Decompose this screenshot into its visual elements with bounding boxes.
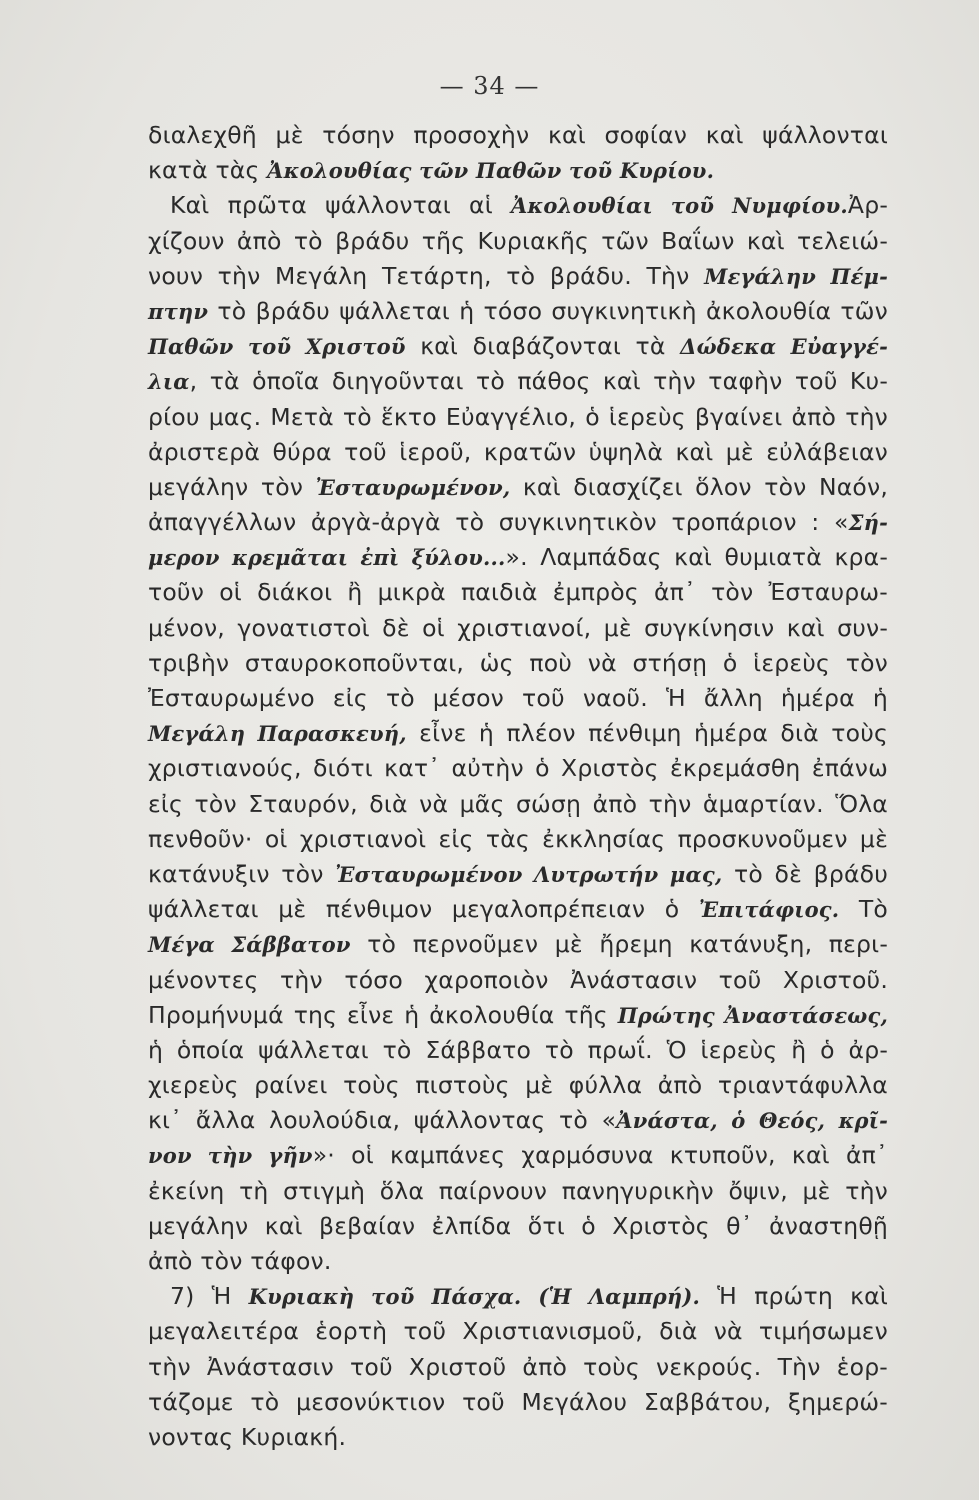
- text-segment: εἶνε ἡ πλέον πένθιμη ἡμέρα διὰ τοὺς: [406, 719, 888, 748]
- text-line: [148, 259, 888, 294]
- text-segment: μένοντες τὴν τόσο χαροποιὸν Ἀνάστασιν τοῦ Χριστοῦ.: [148, 965, 888, 994]
- text-line: [148, 611, 888, 646]
- text-line: [148, 1103, 888, 1138]
- text-segment: χριστιανούς, διότι κατ᾽ αὐτὴν ὁ Χριστὸς ἐκρεμάσθη ἐπάνω: [148, 754, 888, 783]
- text-segment: Προμήνυμά της εἶνε ἡ ἀκολουθία τῆς: [148, 1000, 618, 1029]
- text-segment: νοντας Κυριακή.: [148, 1422, 347, 1451]
- text-segment: πενθοῦν· οἱ χριστιανοὶ εἰς τὰς ἐκκλησίας προσκυνοῦμεν μὲ: [148, 824, 888, 853]
- text-line: [148, 153, 888, 188]
- text-segment: ἀριστερὰ θύρα τοῦ ἱεροῦ, κρατῶν ὑψηλὰ καὶ μὲ εὐλάβειαν: [148, 437, 888, 466]
- text-line: [148, 188, 888, 223]
- text-line: [148, 1244, 888, 1279]
- text-segment: ἀπαγγέλλων ἀργὰ-ἀργὰ τὸ συγκινητικὸν τροπάριον : «: [148, 508, 849, 537]
- text-segment: ἀπὸ τὸν τάφον.: [148, 1247, 332, 1275]
- emphasized-text: πτην: [148, 298, 209, 324]
- text-segment: κατάνυξιν τὸν: [148, 859, 336, 888]
- text-segment: Καὶ πρῶτα ψάλλονται αἱ: [170, 191, 511, 220]
- text-segment: τάζομε τὸ μεσονύκτιον τοῦ Μεγάλου Σαββάτου, ξημερώ-: [148, 1387, 888, 1416]
- text-line: [148, 787, 888, 822]
- emphasized-text: Μεγάλην Πέμ-: [704, 263, 888, 289]
- text-segment: Ἐσταυρωμένο εἰς τὸ μέσον τοῦ ναοῦ. Ἡ ἄλλη ἡμέρα ἡ: [148, 684, 888, 712]
- text-line: [148, 575, 888, 610]
- emphasized-text: Ἀκολουθίαι τοῦ Νυμφίου.: [511, 193, 848, 219]
- text-line: [148, 1033, 888, 1068]
- text-line: [148, 1385, 888, 1420]
- text-line: [148, 224, 888, 259]
- emphasized-text: Ἐπιτάφιος.: [698, 897, 840, 923]
- text-segment: διαλεχθῆ μὲ τόσην προσοχὴν καὶ σοφίαν καὶ ψάλλονται: [148, 121, 888, 149]
- text-segment: »· οἱ καμπάνες χαρμόσυνα κτυποῦν, καὶ ἀπ᾽: [312, 1141, 888, 1170]
- text-segment: μεγαλειτέρα ἑορτὴ τοῦ Χριστιανισμοῦ, διὰ νὰ τιμήσωμεν: [148, 1317, 888, 1346]
- text-segment: χίζουν ἀπὸ τὸ βράδυ τῆς Κυριακῆς τῶν Βαΐων καὶ τελειώ-: [148, 226, 888, 255]
- text-segment: τὸ δὲ βράδυ: [722, 859, 889, 888]
- text-line: [148, 1209, 888, 1244]
- emphasized-text: Ἀκολουθίας τῶν Παθῶν τοῦ Κυρίου.: [267, 158, 715, 184]
- text-segment: 7) Ἡ: [170, 1282, 249, 1311]
- text-line: [148, 1174, 888, 1209]
- text-segment: ». Λαμπάδας καὶ θυμιατὰ κρα-: [505, 543, 888, 572]
- emphasized-text: λια: [148, 369, 190, 395]
- emphasized-text: Ἀνάστα, ὁ Θεός, κρῖ-: [616, 1108, 888, 1134]
- text-line: [148, 1279, 888, 1314]
- text-segment: χιερεὺς ραίνει τοὺς πιστοὺς μὲ φύλλα ἀπὸ τριαντάφυλλα: [148, 1071, 888, 1100]
- text-line: [148, 927, 888, 962]
- text-segment: Τὸ: [839, 895, 888, 924]
- text-segment: τὴν Ἀνάστασιν τοῦ Χριστοῦ ἀπὸ τοὺς νεκρούς. Τὴν ἑορ-: [148, 1352, 888, 1381]
- emphasized-text: Ἐσταυρωμένον,: [315, 474, 511, 500]
- text-line: [148, 998, 888, 1033]
- text-line: [148, 294, 888, 329]
- text-segment: , τὰ ὁποῖα διηγοῦνται τὸ πάθος καὶ τὴν ταφὴν τοῦ Κυ-: [189, 367, 888, 396]
- text-line: [148, 892, 888, 927]
- text-segment: κι᾽ ἄλλα λουλούδια, ψάλλοντας τὸ «: [148, 1106, 617, 1135]
- text-line: [148, 1138, 888, 1173]
- page-number: — 34 —: [439, 72, 540, 100]
- text-line: [148, 822, 888, 857]
- text-segment: μεγάλην καὶ βεβαίαν ἐλπίδα ὅτι ὁ Χριστὸς θ᾽ ἀναστηθῇ: [148, 1211, 888, 1240]
- text-line: [148, 329, 888, 364]
- text-line: [148, 1350, 888, 1385]
- emphasized-text: Δώδεκα Εὐαγγέ-: [680, 334, 888, 360]
- text-line: [148, 646, 888, 681]
- text-segment: ψάλλεται μὲ πένθιμον μεγαλοπρέπειαν ὁ: [148, 895, 699, 924]
- emphasized-text: Ἐσταυρωμένον Λυτρωτήν μας,: [335, 861, 723, 887]
- text-segment: κατὰ τὰς: [148, 156, 268, 185]
- text-line: [148, 118, 888, 153]
- text-segment: μένον, γονατιστοὶ δὲ οἱ χριστιανοί, μὲ συγκίνησιν καὶ συν-: [148, 613, 888, 642]
- text-line: [148, 716, 888, 751]
- text-line: [148, 505, 888, 540]
- emphasized-text: Μέγα Σάββατον: [148, 932, 351, 958]
- text-segment: τὸ βράδυ ψάλλεται ἡ τόσο συγκινητικὴ ἀκολουθία τῶν: [208, 296, 888, 325]
- emphasized-text: Σή-: [848, 510, 888, 536]
- text-line: [148, 1314, 888, 1349]
- emphasized-text: Κυριακὴ τοῦ Πάσχα. (Ἡ Λαμπρή).: [248, 1284, 701, 1310]
- text-segment: ἐκείνη τὴ στιγμὴ ὅλα παίρνουν πανηγυρικὴν ὄψιν, μὲ τὴν: [148, 1176, 888, 1205]
- text-line: [148, 540, 888, 575]
- emphasized-text: νον τὴν γῆν: [148, 1143, 313, 1169]
- text-segment: καὶ διαβάζονται τὰ: [405, 332, 681, 361]
- text-segment: τὸ περνοῦμεν μὲ ἤρεμη κατάνυξη, περι-: [350, 930, 889, 959]
- emphasized-text: Παθῶν τοῦ Χριστοῦ: [148, 334, 406, 360]
- text-segment: νουν τὴν Μεγάλη Τετάρτη, τὸ βράδυ. Τὴν: [148, 261, 705, 290]
- text-line: [148, 963, 888, 998]
- text-line: [148, 1420, 888, 1455]
- text-segment: Ἡ πρώτη καὶ: [700, 1282, 888, 1311]
- text-line: [148, 751, 888, 786]
- text-line: [148, 470, 888, 505]
- text-line: [148, 364, 888, 399]
- emphasized-text: Πρώτης Ἀναστάσεως,: [617, 1002, 888, 1028]
- text-line: [148, 400, 888, 435]
- text-segment: μεγάλην τὸν: [148, 472, 316, 501]
- emphasized-text: μερον κρεμᾶται ἐπὶ ξύλου...: [148, 545, 506, 571]
- text-segment: εἰς τὸν Σταυρόν, διὰ νὰ μᾶς σώσῃ ἀπὸ τὴν ἁμαρτίαν. Ὅλα: [148, 789, 888, 818]
- text-line: [148, 1068, 888, 1103]
- body-text: [148, 118, 888, 1455]
- text-segment: ρίου μας. Μετὰ τὸ ἕκτο Εὐαγγέλιο, ὁ ἱερεὺς βγαίνει ἀπὸ τὴν: [148, 402, 888, 431]
- text-segment: καὶ διασχίζει ὅλον τὸν Ναόν,: [510, 472, 888, 501]
- text-segment: ἡ ὁποία ψάλλεται τὸ Σάββατο τὸ πρωΐ. Ὁ ἱερεὺς ἢ ὁ ἀρ-: [148, 1035, 888, 1064]
- text-segment: τριβὴν σταυροκοποῦνται, ὡς ποὺ νὰ στήσῃ ὁ ἱερεὺς τὸν: [148, 648, 888, 677]
- text-line: [148, 681, 888, 716]
- text-line: [148, 435, 888, 470]
- emphasized-text: Μεγάλη Παρασκευή,: [148, 721, 407, 747]
- text-segment: τοῦν οἱ διάκοι ἢ μικρὰ παιδιὰ ἐμπρὸς ἀπ᾽ τὸν Ἐσταυρω-: [148, 578, 888, 607]
- text-segment: Ἀρ-: [847, 191, 888, 220]
- text-line: [148, 857, 888, 892]
